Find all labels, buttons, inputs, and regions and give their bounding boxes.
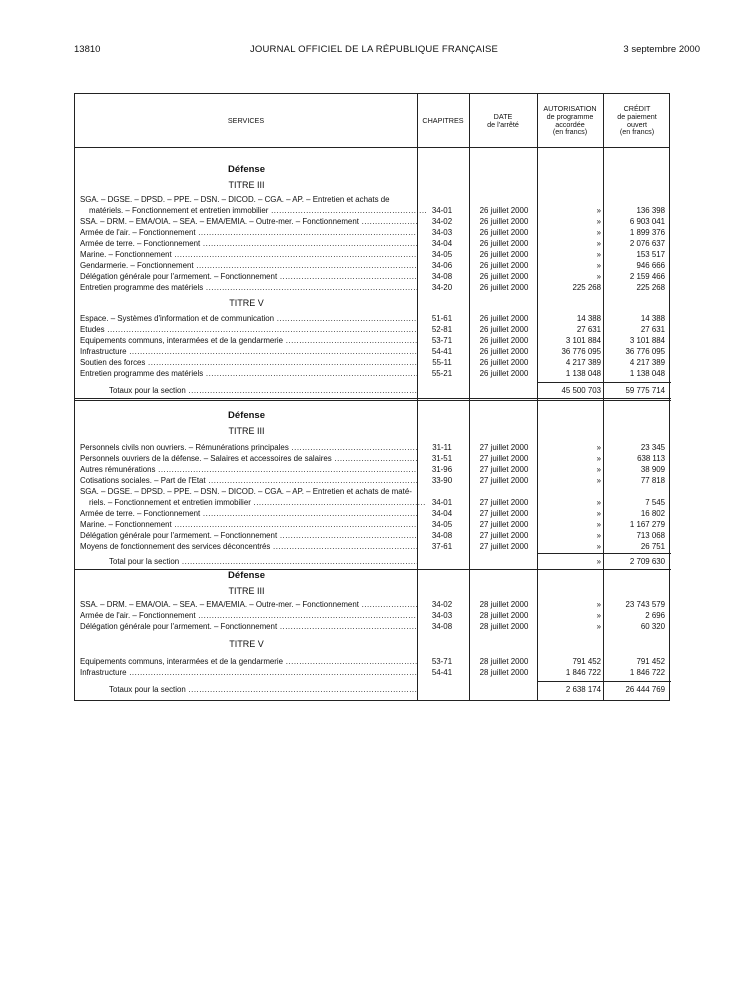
column-header-services: [75, 94, 417, 147]
row-credit: 1 138 048: [629, 369, 665, 378]
row-credit: 36 776 095: [625, 347, 665, 356]
row-autorisation: »: [596, 250, 601, 259]
column-header-chapitres: [417, 94, 469, 147]
column-header-autorisation-line: (en francs): [552, 127, 588, 137]
section-separator: [75, 398, 671, 399]
row-autorisation: »: [596, 476, 601, 485]
row-credit: 26 751: [640, 542, 665, 551]
table-row: [75, 519, 671, 530]
row-credit: 136 398: [636, 206, 665, 215]
row-chapitre: 55-11: [432, 358, 452, 367]
table-row: [75, 227, 671, 238]
table-row: [75, 282, 671, 293]
row-service: Infrastructure .....: [80, 346, 417, 357]
row-service: Autres rémunérations .....: [80, 464, 417, 475]
titre-heading: TITRE III: [228, 586, 265, 596]
row-chapitre: 34-02: [431, 217, 453, 226]
row-chapitre: 34-08: [431, 272, 453, 281]
table-row: [75, 194, 671, 205]
row-date: 28 juillet 2000: [479, 611, 529, 620]
row-date: 26 juillet 2000: [479, 358, 529, 367]
row-chapitre: 54-41: [431, 668, 453, 677]
row-autorisation: »: [596, 261, 601, 270]
row-autorisation: »: [596, 217, 601, 226]
table-row: [75, 205, 671, 216]
table-row: [75, 530, 671, 541]
row-chapitre: 31-11: [432, 443, 452, 452]
row-date: 26 juillet 2000: [479, 283, 529, 292]
row-chapitre: 34-01: [431, 498, 453, 507]
row-date: 26 juillet 2000: [479, 239, 529, 248]
row-chapitre: 34-01: [431, 206, 453, 215]
row-chapitre: 51-61: [431, 314, 453, 323]
row-date: 27 juillet 2000: [479, 465, 529, 474]
table-row: [75, 260, 671, 271]
row-service: Cotisations sociales. – Part de l'Etat .....: [80, 475, 417, 486]
table-row: [75, 656, 671, 667]
row-service: Equipements communs, interarmées et de la gendarmerie .....: [80, 656, 417, 667]
row-service: Personnels civils non ouvriers. – Rémunérations principales .....: [80, 442, 417, 453]
total-autorisation: 45 500 703: [561, 386, 601, 395]
table-row: [75, 313, 671, 324]
row-autorisation: 791 452: [572, 657, 601, 666]
journal-title: JOURNAL OFFICIEL DE LA RÉPUBLIQUE FRANÇAISE: [249, 44, 499, 55]
row-autorisation: »: [596, 272, 601, 281]
row-chapitre: 34-05: [431, 250, 453, 259]
row-autorisation: »: [596, 465, 601, 474]
row-service: Délégation générale pour l'armement. – Fonctionnement .....: [80, 621, 417, 632]
row-credit: 14 388: [640, 314, 665, 323]
row-chapitre: 53-71: [431, 336, 453, 345]
titre-heading: TITRE III: [228, 180, 265, 190]
table-row: [75, 621, 671, 632]
row-date: 27 juillet 2000: [479, 542, 529, 551]
row-service: Délégation générale pour l'armement. – Fonctionnement .....: [80, 271, 417, 282]
row-date: 28 juillet 2000: [479, 600, 529, 609]
row-credit: 1 167 279: [629, 520, 665, 529]
column-header-autorisation-line: AUTORISATION: [543, 104, 597, 114]
row-service: Délégation générale pour l'armement. – Fonctionnement .....: [80, 530, 417, 541]
row-date: 26 juillet 2000: [479, 314, 529, 323]
total-credit: 59 775 714: [625, 386, 665, 395]
total-label: Totaux pour la section .....: [109, 385, 417, 396]
table-row: [75, 541, 671, 552]
total-autorisation: »: [596, 557, 601, 566]
row-autorisation: 27 631: [576, 325, 601, 334]
row-chapitre: 34-03: [431, 228, 453, 237]
row-credit: 2 696: [645, 611, 665, 620]
row-autorisation: »: [596, 622, 601, 631]
row-service: Equipements communs, interarmées et de la gendarmerie .....: [80, 335, 417, 346]
total-row: [75, 556, 671, 567]
row-credit: 60 320: [640, 622, 665, 631]
row-autorisation: 225 268: [572, 283, 601, 292]
row-service: SGA. – DGSE. – DPSD. – PPE. – DSN. – DICOD. – CGA. – AP. – Entretien et achats de maté-: [80, 487, 412, 496]
row-autorisation: »: [596, 206, 601, 215]
row-service: Armée de terre. – Fonctionnement .....: [80, 508, 417, 519]
row-credit: 23 345: [640, 443, 665, 452]
header-divider: [75, 147, 669, 148]
table-row: [75, 238, 671, 249]
row-service: Gendarmerie. – Fonctionnement .....: [80, 260, 417, 271]
table-row: [75, 508, 671, 519]
row-chapitre: 33-90: [431, 476, 453, 485]
table-row: [75, 453, 671, 464]
column-header-date-line: DATE: [493, 111, 513, 121]
row-service: Etudes .....: [80, 324, 417, 335]
row-chapitre: 52-81: [431, 325, 453, 334]
row-autorisation: 3 101 884: [565, 336, 601, 345]
row-credit: 1 846 722: [629, 668, 665, 677]
total-credit: 2 709 630: [629, 557, 665, 566]
table-row: [75, 346, 671, 357]
table-row: [75, 216, 671, 227]
row-date: 26 juillet 2000: [479, 261, 529, 270]
row-credit: 946 666: [636, 261, 665, 270]
row-autorisation: 1 846 722: [565, 668, 601, 677]
column-header-date: [469, 94, 537, 147]
row-service: matériels. – Fonctionnement et entretien immobilier .....: [89, 205, 426, 216]
row-autorisation: »: [596, 520, 601, 529]
row-service: Armée de l'air. – Fonctionnement .....: [80, 227, 417, 238]
row-date: 27 juillet 2000: [479, 498, 529, 507]
row-service: Soutien des forces .....: [80, 357, 417, 368]
column-header-date-line: de l'arrêté: [487, 119, 519, 129]
row-date: 26 juillet 2000: [479, 336, 529, 345]
row-chapitre: 34-04: [431, 509, 453, 518]
table-row: [75, 357, 671, 368]
total-label: Totaux pour la section .....: [109, 684, 417, 695]
table-row: [75, 497, 671, 508]
row-date: 27 juillet 2000: [479, 520, 529, 529]
section-title: Défense: [228, 164, 265, 175]
table-row: [75, 667, 671, 678]
row-service: Marine. – Fonctionnement .....: [80, 249, 417, 260]
row-chapitre: 34-20: [431, 283, 453, 292]
row-service: Armée de l'air. – Fonctionnement .....: [80, 610, 417, 621]
row-date: 26 juillet 2000: [479, 369, 529, 378]
column-header-credit: [603, 94, 671, 147]
row-credit: 7 545: [645, 498, 665, 507]
section-title: Défense: [228, 570, 265, 581]
row-date: 27 juillet 2000: [479, 454, 529, 463]
total-autorisation: 2 638 174: [565, 685, 601, 694]
table-row: [75, 599, 671, 610]
row-date: 27 juillet 2000: [479, 476, 529, 485]
table-row: [75, 249, 671, 260]
row-date: 28 juillet 2000: [479, 668, 529, 677]
titre-heading: TITRE III: [228, 426, 265, 436]
row-credit: 1 899 376: [629, 228, 665, 237]
total-row: [75, 684, 671, 695]
row-service: Marine. – Fonctionnement .....: [80, 519, 417, 530]
total-label: Total pour la section .....: [109, 556, 417, 567]
section-separator: [75, 400, 671, 401]
row-credit: 16 802: [640, 509, 665, 518]
table-row: [75, 442, 671, 453]
row-service: SGA. – DGSE. – DPSD. – PPE. – DSN. – DICOD. – CGA. – AP. – Entretien et achats de: [80, 195, 390, 204]
row-autorisation: »: [596, 239, 601, 248]
row-date: 26 juillet 2000: [479, 217, 529, 226]
row-service: Infrastructure .....: [80, 667, 417, 678]
row-credit: 4 217 389: [629, 358, 665, 367]
column-header-chapitres-label: CHAPITRES: [422, 115, 464, 125]
row-credit: 791 452: [636, 657, 665, 666]
row-date: 26 juillet 2000: [479, 250, 529, 259]
row-credit: 2 076 637: [629, 239, 665, 248]
row-chapitre: 34-04: [431, 239, 453, 248]
row-date: 27 juillet 2000: [479, 443, 529, 452]
section-title: Défense: [228, 410, 265, 421]
row-autorisation: »: [596, 600, 601, 609]
table-row: [75, 324, 671, 335]
row-credit: 638 113: [637, 454, 665, 463]
row-autorisation: 14 388: [576, 314, 601, 323]
row-credit: 77 818: [640, 476, 665, 485]
row-credit: 713 068: [636, 531, 665, 540]
table-row: [75, 368, 671, 379]
row-autorisation: 4 217 389: [565, 358, 601, 367]
row-date: 26 juillet 2000: [479, 325, 529, 334]
row-chapitre: 34-08: [431, 622, 453, 631]
row-chapitre: 31-51: [431, 454, 453, 463]
row-credit: 3 101 884: [629, 336, 665, 345]
row-credit: 27 631: [640, 325, 665, 334]
column-header-credit-line: de paiement: [617, 111, 657, 121]
column-header-credit-line: ouvert: [627, 119, 647, 129]
row-chapitre: 34-03: [431, 611, 453, 620]
titre-heading: TITRE V: [229, 298, 264, 308]
row-autorisation: »: [596, 454, 601, 463]
column-header-autorisation-line: accordée: [555, 119, 585, 129]
row-chapitre: 31-96: [431, 465, 453, 474]
total-row: [75, 385, 671, 396]
row-autorisation: »: [596, 443, 601, 452]
row-service: Entretien programme des matériels .....: [80, 282, 417, 293]
row-chapitre: 34-02: [431, 600, 453, 609]
row-autorisation: »: [596, 611, 601, 620]
total-rule: [537, 553, 671, 554]
row-date: 26 juillet 2000: [479, 228, 529, 237]
row-chapitre: 53-71: [431, 657, 453, 666]
total-credit: 26 444 769: [625, 685, 665, 694]
total-rule: [537, 681, 671, 682]
row-date: 26 juillet 2000: [479, 206, 529, 215]
row-service: riels. – Fonctionnement et entretien immobilier .....: [89, 497, 426, 508]
table-row: [75, 335, 671, 346]
column-header-credit-line: CRÉDIT: [623, 104, 651, 114]
column-header-autorisation-line: de programme: [546, 111, 594, 121]
row-credit: 153 517: [636, 250, 665, 259]
row-autorisation: »: [596, 498, 601, 507]
row-service: Armée de terre. – Fonctionnement .....: [80, 238, 417, 249]
row-service: SSA. – DRM. – EMA/OIA. – SEA. – EMA/EMIA. – Outre-mer. – Fonctionnement .....: [80, 599, 417, 610]
table-row: [75, 486, 671, 497]
column-header-services-label: SERVICES: [227, 115, 265, 125]
row-chapitre: 55-21: [431, 369, 453, 378]
row-autorisation: 1 138 048: [565, 369, 601, 378]
row-autorisation: »: [596, 509, 601, 518]
row-autorisation: 36 776 095: [561, 347, 601, 356]
row-chapitre: 34-05: [431, 520, 453, 529]
row-service: Personnels ouvriers de la défense. – Salaires et accessoires de salaires .....: [80, 453, 417, 464]
row-credit: 225 268: [636, 283, 665, 292]
row-service: Entretien programme des matériels .....: [80, 368, 417, 379]
total-rule: [537, 382, 671, 383]
page-date: 3 septembre 2000: [623, 44, 700, 55]
column-header-credit-line: (en francs): [619, 127, 655, 137]
row-credit: 6 903 041: [629, 217, 665, 226]
row-credit: 38 909: [640, 465, 665, 474]
row-service: Moyens de fonctionnement des services déconcentrés .....: [80, 541, 417, 552]
row-chapitre: 54-41: [431, 347, 453, 356]
row-date: 26 juillet 2000: [479, 272, 529, 281]
row-chapitre: 37-61: [431, 542, 453, 551]
table-row: [75, 464, 671, 475]
row-date: 27 juillet 2000: [479, 531, 529, 540]
table-row: [75, 610, 671, 621]
row-date: 27 juillet 2000: [479, 509, 529, 518]
page-number: 13810: [74, 44, 101, 55]
row-chapitre: 34-08: [431, 531, 453, 540]
row-credit: 23 743 579: [625, 600, 665, 609]
row-date: 28 juillet 2000: [479, 657, 529, 666]
row-service: SSA. – DRM. – EMA/OIA. – SEA. – EMA/EMIA. – Outre-mer. – Fonctionnement .....: [80, 216, 417, 227]
row-date: 26 juillet 2000: [479, 347, 529, 356]
column-header-autorisation: [537, 94, 603, 147]
row-date: 28 juillet 2000: [479, 622, 529, 631]
table-row: [75, 475, 671, 486]
row-chapitre: 34-06: [431, 261, 453, 270]
table-row: [75, 271, 671, 282]
credits-table: [74, 93, 670, 701]
row-autorisation: »: [596, 531, 601, 540]
row-credit: 2 159 466: [629, 272, 665, 281]
row-service: Espace. – Systèmes d'information et de communication .....: [80, 313, 417, 324]
row-autorisation: »: [596, 542, 601, 551]
row-autorisation: »: [596, 228, 601, 237]
titre-heading: TITRE V: [229, 639, 264, 649]
